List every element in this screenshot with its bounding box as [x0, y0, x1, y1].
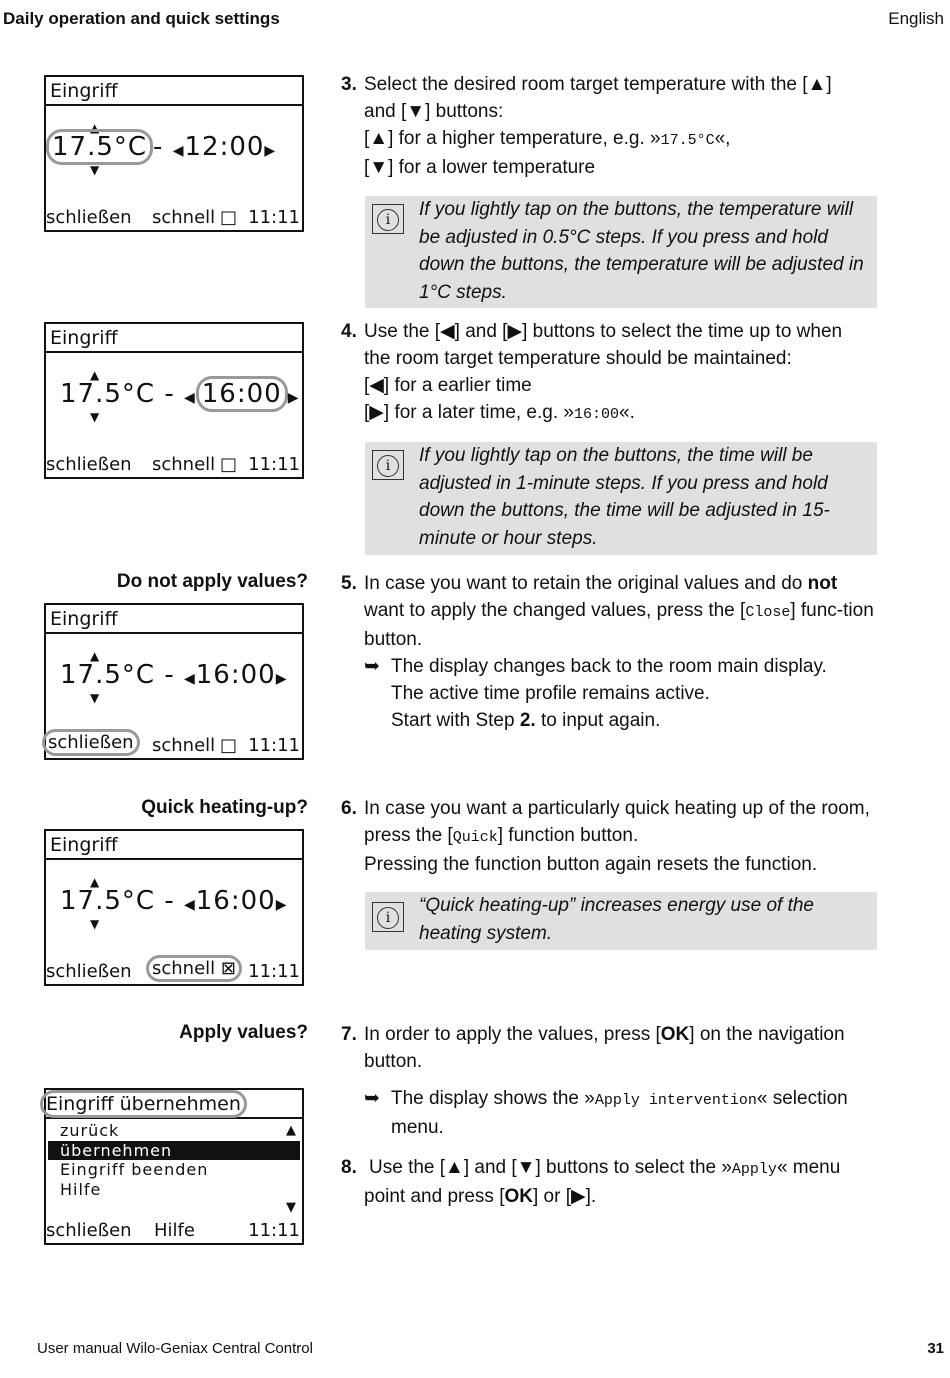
temp-value: 17.5°C [60, 886, 156, 916]
step-text: Pressing the function button again resets the function. [364, 854, 818, 875]
up-arrow-icon: ▲ [90, 368, 100, 382]
left-arrow-icon: ◀ [172, 143, 185, 159]
result-arrow-icon: ➥ [364, 656, 380, 677]
down-arrow-icon: ▼ [90, 163, 100, 177]
display-time [44, 322, 304, 479]
right-arrow-icon: ▶ [275, 671, 288, 687]
display-title: Eingriff [46, 831, 302, 860]
separator: - [153, 132, 164, 162]
heading-quick: Quick heating-up? [141, 797, 308, 818]
clock: 11:11 [248, 454, 300, 475]
separator: - [164, 660, 175, 690]
display-code: 17.5°C [660, 132, 715, 149]
step-text: [▶] for a later time, e.g. » [364, 402, 574, 423]
info-text: “Quick heating-up” increases energy use of the heating system. [419, 895, 814, 944]
clock: 11:11 [248, 961, 300, 982]
key-name: OK [660, 1024, 690, 1045]
step-ref: 2. [519, 710, 536, 731]
display-temp [44, 75, 304, 232]
menu-item: Eingriff beenden [60, 1160, 209, 1179]
clock: 11:11 [248, 735, 300, 756]
step-text: [▲] for a higher temperature, e.g. » [364, 128, 661, 149]
display-quick [44, 829, 304, 986]
step-number: 6. [341, 798, 357, 819]
info-icon: i [372, 902, 404, 932]
time-value: 16:00 [196, 376, 288, 412]
clock: 11:11 [248, 207, 300, 228]
clock: 11:11 [248, 1220, 300, 1241]
menu-item-selected: übernehmen [48, 1141, 300, 1161]
quick-checkbox: □ [220, 207, 238, 228]
help-softkey: Hilfe [154, 1220, 195, 1241]
step-text: «. [619, 402, 635, 423]
step-number: 4. [341, 321, 357, 342]
display-code: Close [745, 604, 791, 621]
left-arrow-icon: ◀ [183, 671, 196, 687]
display-code: Quick [452, 829, 498, 846]
info-text: If you lightly tap on the buttons, the temperature will be adjusted in 0.5°C steps. If you press and hold down the buttons, the temperature will be adjusted in 1°C steps. [419, 199, 864, 303]
close-softkey: schließen [46, 207, 132, 228]
result-text: Start with Step [391, 710, 520, 731]
result-arrow-icon: ➥ [364, 1088, 380, 1109]
scroll-up-icon: ▲ [286, 1123, 296, 1138]
display-code: 16:00 [573, 406, 619, 423]
time-value: 12:00 [184, 132, 265, 162]
step-text: ] func-tion button. [364, 600, 874, 650]
step-text: «, [714, 128, 731, 149]
step-text: ] function button. [497, 825, 639, 846]
step-text: ] on the navigation button. [364, 1024, 845, 1072]
step-number: 3. [341, 74, 357, 95]
quick-checkbox: □ [220, 735, 238, 756]
step-text: want to apply the changed values, press the [ [364, 600, 746, 621]
quick-softkey: schnell [152, 454, 216, 475]
key-name: OK [504, 1186, 533, 1207]
quick-checkbox: □ [220, 454, 238, 475]
emphasis: not [807, 573, 838, 594]
menu-item: zurück [60, 1121, 120, 1140]
close-softkey: schließen [46, 1220, 132, 1241]
down-arrow-icon: ▼ [90, 917, 100, 931]
step-text: « menu point and press [ [364, 1157, 841, 1207]
step-text: Use the [▲] and [▼] buttons to select the » [369, 1157, 732, 1178]
display-title: Eingriff [46, 605, 302, 634]
display-code: Apply [731, 1161, 777, 1178]
result-text: The active time profile remains active. [391, 683, 710, 704]
right-arrow-icon: ▶ [275, 897, 288, 913]
separator: - [164, 379, 175, 409]
step-text: Select the desired room target temperature with the [▲] [364, 74, 832, 95]
temp-value: 17.5°C [60, 379, 156, 409]
menu-item: Hilfe [60, 1179, 102, 1199]
display-title: Eingriff [46, 324, 302, 353]
step-3 [341, 71, 881, 181]
right-arrow-icon: ▶ [264, 143, 277, 159]
info-box [365, 196, 877, 308]
close-softkey: schließen [42, 729, 140, 756]
quick-softkey [146, 955, 242, 982]
down-arrow-icon: ▼ [90, 691, 100, 705]
step-8 [341, 1154, 881, 1210]
info-icon: i [372, 204, 404, 234]
step-4 [341, 318, 881, 428]
close-softkey: schließen [46, 454, 132, 475]
temp-value: 17.5°C [60, 660, 156, 690]
quick-softkey: schnell [152, 207, 216, 228]
section-header: Daily operation and quick settings [3, 9, 280, 28]
display-code: Apply intervention [594, 1092, 757, 1109]
step-number: 8. [341, 1157, 357, 1178]
step-text: [▼] for a lower temperature [364, 157, 596, 178]
step-7 [341, 1021, 881, 1141]
up-arrow-icon: ▲ [90, 121, 100, 135]
up-arrow-icon: ▲ [90, 875, 100, 889]
down-arrow-icon: ▼ [90, 410, 100, 424]
info-text: If you lightly tap on the buttons, the time will be adjusted in 1-minute steps. If you press and hold down the buttons, the time will be adjusted in 15-minute or hour steps. [419, 445, 830, 549]
separator: - [164, 886, 175, 916]
step-text: and [▼] buttons: [364, 101, 504, 122]
step-6 [341, 795, 881, 878]
language-label: English [888, 9, 944, 28]
time-value: 16:00 [195, 660, 276, 690]
menu-list [48, 1121, 300, 1199]
page-number: 31 [927, 1340, 944, 1357]
display-close [44, 603, 304, 760]
info-box [365, 442, 877, 555]
result-text: The display changes back to the room main display. [391, 656, 827, 677]
right-arrow-icon: ▶ [287, 390, 300, 406]
step-text: [◀] for a earlier time [364, 375, 532, 396]
left-arrow-icon: ◀ [183, 390, 196, 406]
footer-manual-title: User manual Wilo-Geniax Central Control [37, 1340, 313, 1357]
step-text: ] or [▶]. [532, 1186, 597, 1207]
close-softkey: schließen [46, 961, 132, 982]
heading-no-apply: Do not apply values? [116, 571, 308, 592]
heading-apply: Apply values? [179, 1022, 308, 1043]
result-text: to input again. [535, 710, 661, 731]
step-text: In order to apply the values, press [ [364, 1024, 661, 1045]
step-number: 5. [341, 573, 357, 594]
info-box [365, 892, 877, 950]
display-title: Eingriff [46, 77, 302, 106]
display-apply-menu [44, 1088, 304, 1245]
display-title: Eingriff übernehmen [40, 1090, 247, 1118]
step-5 [341, 570, 881, 734]
step-number: 7. [341, 1024, 357, 1045]
left-arrow-icon: ◀ [183, 897, 196, 913]
scroll-down-icon: ▼ [286, 1200, 296, 1215]
temp-value: 17.5°C [46, 129, 153, 165]
info-icon: i [372, 450, 404, 480]
result-text: « selection menu. [391, 1088, 848, 1138]
step-text: In case you want to retain the original values and do [364, 573, 808, 594]
step-text: the room target temperature should be maintained: [364, 348, 792, 369]
quick-label: schnell [152, 958, 216, 979]
quick-checkbox: ⊠ [220, 958, 236, 979]
time-value: 16:00 [195, 886, 276, 916]
result-text: The display shows the » [391, 1088, 595, 1109]
step-text: Use the [◀] and [▶] buttons to select the time up to when [364, 321, 843, 342]
step-text: In case you want a particularly quick heating up of the room, press the [ [364, 798, 870, 846]
quick-softkey: schnell [152, 735, 216, 756]
up-arrow-icon: ▲ [90, 649, 100, 663]
